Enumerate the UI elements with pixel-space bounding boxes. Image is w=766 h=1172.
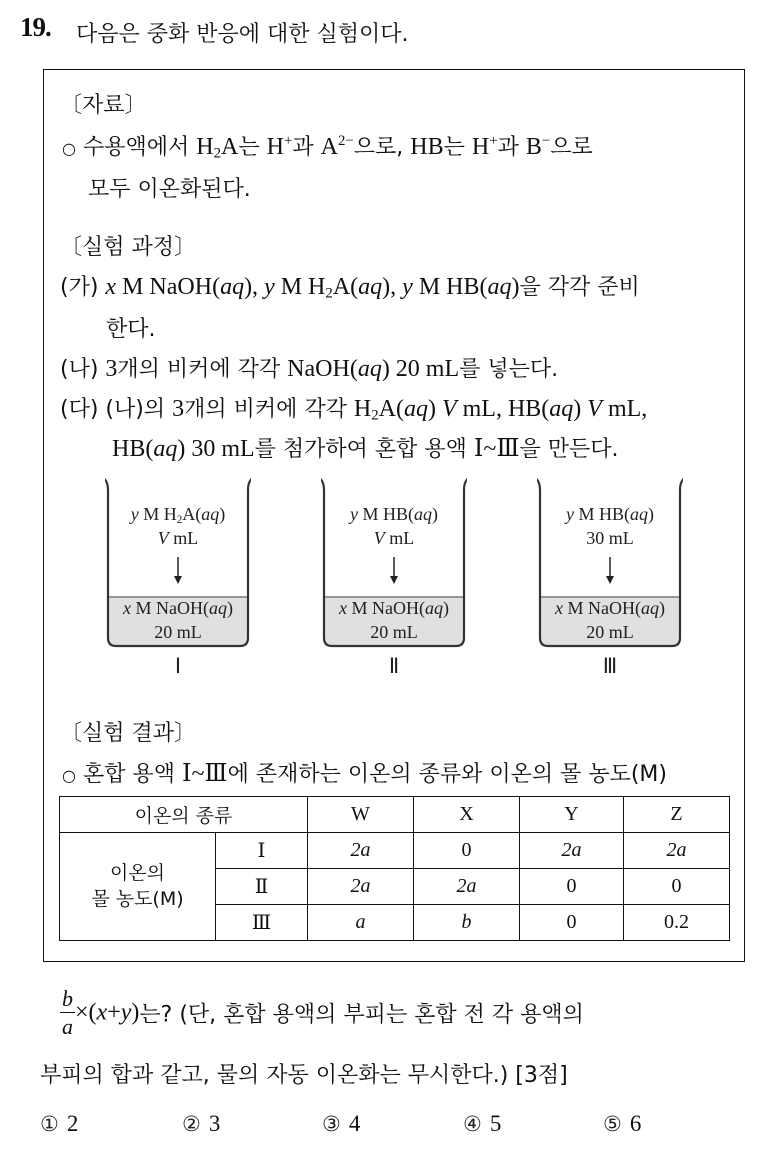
table-cell: 2a	[520, 833, 624, 869]
beaker-top-solution: y M HB(aq)	[565, 504, 654, 524]
column-header: Z	[624, 797, 730, 833]
beaker-1	[105, 476, 251, 648]
b-ion: B−	[525, 133, 551, 160]
table-header-row	[60, 797, 730, 833]
table-cell: 0	[520, 905, 624, 941]
question-title: 다음은 중화 반응에 대한 실험이다.	[76, 22, 409, 47]
text: 으로	[550, 135, 593, 160]
ion-concentration-table	[59, 796, 730, 941]
choice-5[interactable]: ⑤ 6	[603, 1111, 642, 1136]
table-cell: 2a	[308, 833, 414, 869]
beaker-label-1: Ⅰ	[174, 654, 182, 678]
data-line-1	[62, 130, 593, 161]
column-header: Y	[520, 797, 624, 833]
prompt-line-2: 부피의 합과 같고, 물의 자동 이온화는 무시한다.) [3점]	[40, 1063, 568, 1088]
text: 으로,	[353, 135, 411, 160]
choice-3[interactable]: ③ 4	[322, 1111, 361, 1136]
text: 과	[292, 135, 321, 160]
row-label: Ⅲ	[216, 905, 308, 941]
beaker-bottom-volume: 20 mL	[370, 622, 418, 642]
prompt-line-1: $\frac{b}{a}$ ×(x+y)는? (단, 혼합 용액의 부피는 혼합 전 각 용액의	[62, 986, 584, 1039]
table-cell: 2a	[624, 833, 730, 869]
h2a-formula: $H_2A$	[196, 134, 239, 162]
step-da: (다) (나)의 3개의 비커에 각각 $H_2A(aq)$ V mL, HB(aq) V mL,	[60, 396, 648, 424]
hb-formula: HB	[410, 134, 444, 160]
step-da-line-2: HB(aq) 30 mL를 첨가하여 혼합 용액 Ⅰ~Ⅲ을 만든다.	[112, 436, 619, 462]
row-label: Ⅱ	[216, 869, 308, 905]
beaker-top-volume: 30 mL	[586, 528, 634, 548]
table-cell: 0.2	[624, 905, 730, 941]
beaker-bottom-solution: x M NaOH(aq)	[339, 598, 449, 618]
step-ga-line-2: 한다.	[106, 317, 156, 342]
beaker-top-volume: V mL	[157, 528, 199, 548]
beaker-top-solution: y M HB(aq)	[349, 504, 438, 524]
text: 는	[443, 135, 472, 160]
table-cell: 0	[624, 869, 730, 905]
step-label: (나)	[60, 357, 99, 382]
procedure-heading: 〔실험 과정〕	[60, 235, 197, 260]
table-cell: 0	[414, 833, 520, 869]
choice-4[interactable]: ④ 5	[463, 1111, 502, 1136]
data-line-2: 모두 이온화된다.	[88, 177, 251, 202]
text: 수용액에서	[82, 135, 197, 160]
choice-2[interactable]: ② 3	[182, 1111, 221, 1136]
table-cell: 0	[520, 869, 624, 905]
results-heading: 〔실험 결과〕	[60, 721, 197, 746]
beaker-label-3: Ⅲ	[602, 654, 618, 678]
step-label: (다)	[60, 397, 99, 422]
beaker-3	[537, 476, 683, 648]
column-header: X	[414, 797, 520, 833]
beaker-bottom-solution: x M NaOH(aq)	[555, 598, 665, 618]
h-ion: H+	[266, 133, 293, 160]
beaker-bottom-volume: 20 mL	[586, 622, 634, 642]
beaker-top-volume: V mL	[373, 528, 415, 548]
row-label: Ⅰ	[216, 833, 308, 869]
beaker-bottom-solution: x M NaOH(aq)	[123, 598, 233, 618]
table-cell: b	[414, 905, 520, 941]
text: 과	[497, 135, 526, 160]
table-cell: 2a	[414, 869, 520, 905]
bullet: ○	[62, 139, 76, 158]
table-header-label: 이온의 종류	[60, 797, 308, 833]
step-ga: (가) x M NaOH(aq), y M $H_2A(aq)$, y M HB(aq)을 각각 준비	[60, 274, 640, 302]
results-description: ○ 혼합 용액 Ⅰ~Ⅲ에 존재하는 이온의 종류와 이온의 몰 농도(M)	[62, 761, 667, 787]
a-ion: $A^{2-}$	[320, 133, 354, 160]
row-group-label: 이온의 몰 농도(M)	[60, 833, 216, 941]
text: 는	[238, 135, 267, 160]
beaker-bottom-volume: 20 mL	[154, 622, 202, 642]
beaker-label-2: Ⅱ	[388, 654, 400, 678]
choice-1[interactable]: ① 2	[40, 1111, 79, 1136]
fraction-b-over-a: $\frac{b}{a}$	[62, 986, 73, 1039]
beaker-top-solution: y M $H_2A(aq)$	[130, 504, 226, 526]
h-ion: H+	[471, 133, 498, 160]
data-heading: 〔자료〕	[60, 93, 147, 118]
table-cell: a	[308, 905, 414, 941]
table-row	[60, 833, 730, 869]
column-header: W	[308, 797, 414, 833]
beaker-2	[321, 476, 467, 648]
step-na: (나) 3개의 비커에 각각 NaOH(aq) 20 mL를 넣는다.	[60, 356, 559, 382]
question-number: 19.	[20, 12, 51, 42]
table-cell: 2a	[308, 869, 414, 905]
step-label: (가)	[60, 275, 99, 300]
bullet: ○	[62, 766, 76, 785]
